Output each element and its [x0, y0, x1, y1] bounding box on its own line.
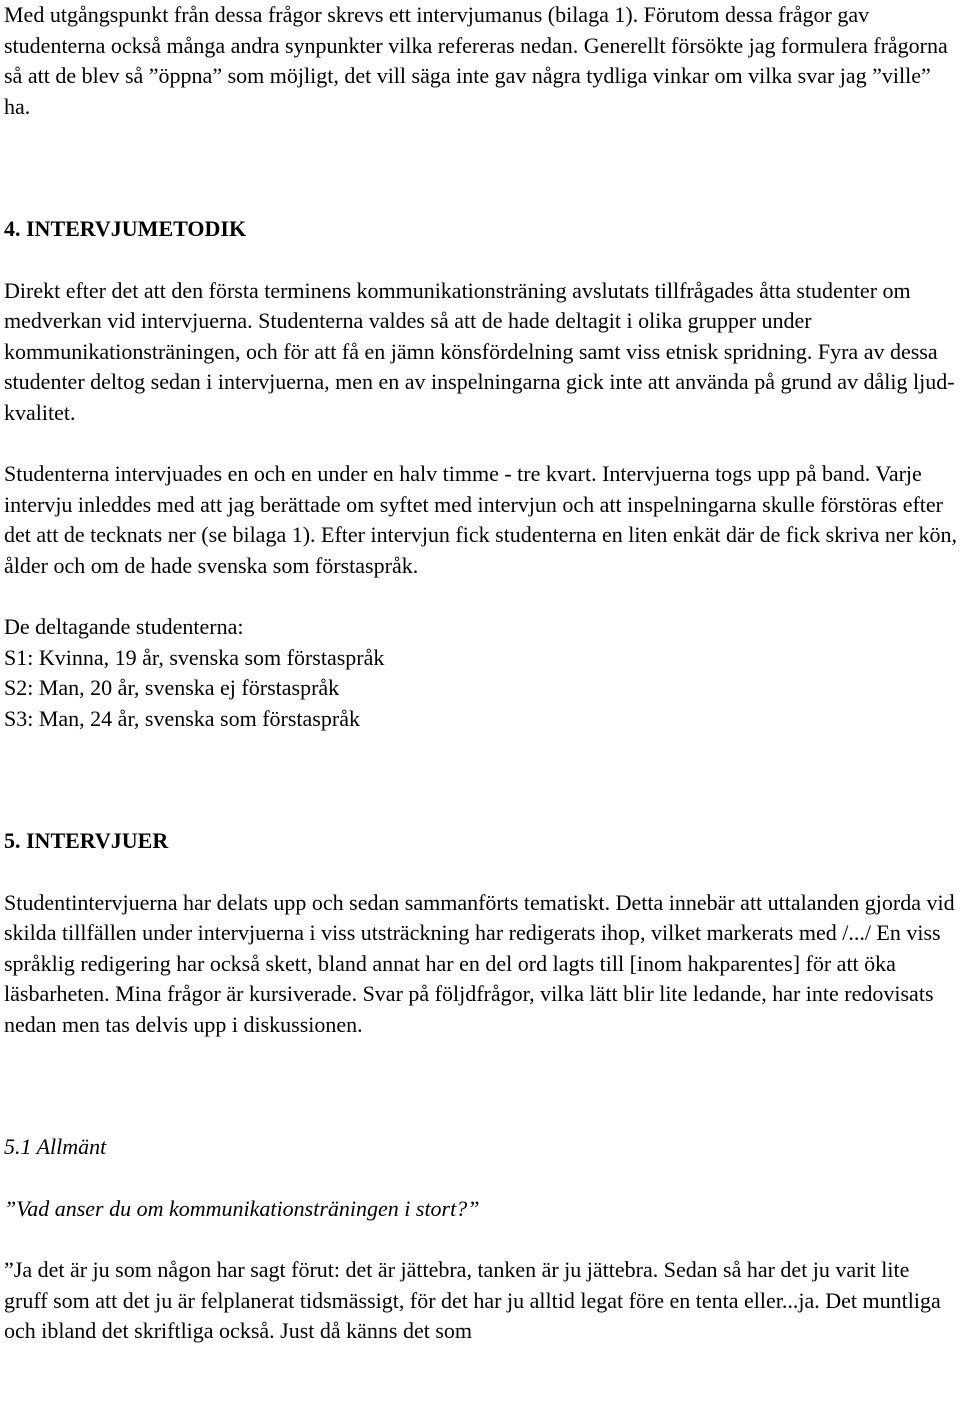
section-4-paragraph-1: Direkt efter det att den första terminens kommunikationsträning avslutats tillfrågades åtta studenter om medverkan vid intervjuerna. Studenterna valdes så att de hade deltagit i olika grupper under kommunikationsträningen, och för att få en jämn könsfördelning samt viss etnisk spridning. Fyra av dessa studenter deltog sedan i intervjuerna, men en av inspelningarna gick inte att använda på grund av dålig ljud-kvalitet. — [4, 277, 955, 425]
interview-answer: ”Ja det är ju som någon har sagt förut: det är jättebra, tanken är ju jättebra. Sedan så har det ju varit lite gruff som att det ju är felplanerat tidsmässigt, för det har ju alltid legat före en tenta eller...ja. Det muntliga och ibland det skriftliga också. Just då känns det som — [4, 1257, 941, 1343]
document-page — [4, 0, 958, 1347]
section-5-heading: 5. INTERVJUER — [4, 828, 169, 853]
participant-s3: S3: Man, 24 år, svenska som förstaspråk — [4, 705, 360, 731]
section-4-heading: 4. INTERVJUMETODIK — [4, 216, 247, 241]
participant-s1: S1: Kvinna, 19 år, svenska som förstaspråk — [4, 644, 385, 670]
participant-s2: S2: Man, 20 år, svenska ej förstaspråk — [4, 675, 340, 700]
participants-list — [4, 612, 958, 734]
section-5-paragraph-1: Studentintervjuerna har delats upp och sedan sammanförts tematiskt. Detta innebär att uttalanden gjorda vid skilda tillfällen under intervjuerna i viss utsträckning har redigerats ihop, vilket markerats med /.../ En viss språklig redigering har också skett, bland annat har en del ord lagts till [inom hakparentes] för att öka läsbarheten. Mina frågor är kursiverade. Svar på följdfrågor, vilka lätt blir lite ledande, har inte redovisats nedan men tas delvis upp i diskussionen. — [4, 889, 955, 1037]
participants-label: De deltagande studenterna: — [4, 614, 244, 639]
section-4-paragraph-2: Studenterna intervjuades en och en under en halv timme - tre kvart. Intervjuerna togs upp på band. Varje intervju inleddes med att jag berättade om syftet med intervjun och att inspelningarna skulle förstöras efter det att de tecknats ner (se bilaga 1). Efter intervjun fick studenterna en liten enkät där de fick skriva ner kön, ålder och om de hade svenska som förstaspråk. — [4, 461, 957, 578]
intro-paragraph: Med utgångspunkt från dessa frågor skrevs ett intervjumanus (bilaga 1). Förutom dessa frågor gav studenterna också många andra synpunkter vilka refereras nedan. Generellt försökte jag formulera frågorna så att de blev så ”öppna” som möjligt, det vill säga inte gav några tydliga vinkar om vilka svar jag ”ville” ha. — [4, 2, 948, 119]
interview-question: ”Vad anser du om kommunikationsträningen i stort?” — [4, 1195, 480, 1221]
subsection-5-1-heading: 5.1 Allmänt — [4, 1134, 107, 1159]
